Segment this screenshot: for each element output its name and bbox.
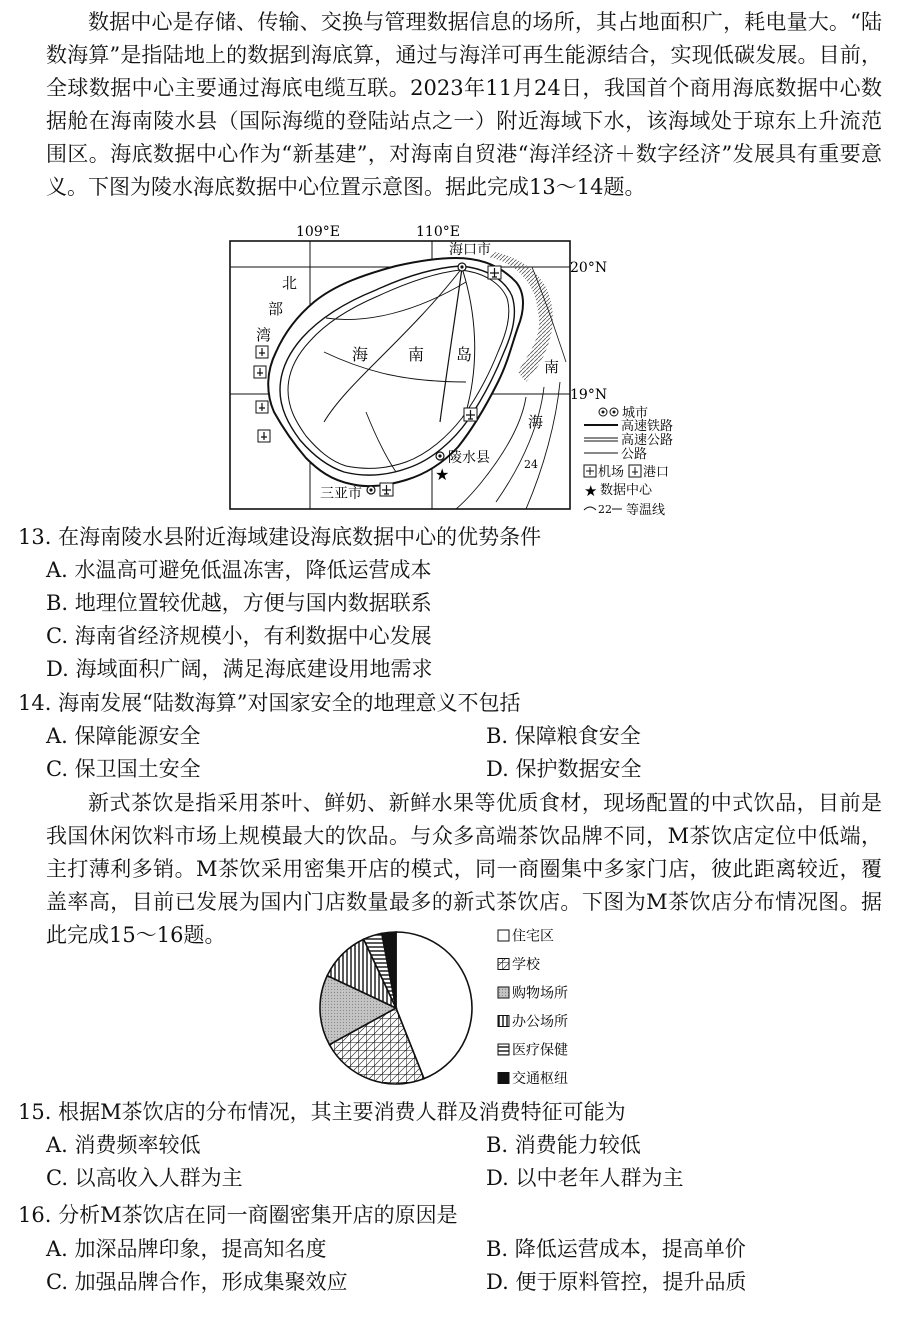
island-char: 海 bbox=[352, 345, 369, 364]
legend-label-shopping: 购物场所 bbox=[512, 985, 568, 1002]
q13-option-c[interactable]: C. 海南省经济规模小，有利数据中心发展 bbox=[46, 624, 432, 648]
legend-label-medical: 医疗保健 bbox=[512, 1042, 568, 1059]
legend-label-residential: 住宅区 bbox=[512, 928, 554, 945]
port-icon bbox=[256, 401, 268, 413]
hainan-map-figure bbox=[226, 222, 686, 520]
passage-tea-shop: 新式茶饮是指采用茶叶、鲜奶、新鲜水果等优质食材，现场配置的中式饮品，目前是我国休闲饮料市场上规模最大的饮品。与众多高端茶饮品牌不同，M茶饮店定位中低端，主打薄利多销。M茶饮采用密集开店的模式，同一商圈集中多家门店，彼此距离较近，覆盖率高，目前已发展为国内门店数量最多的新式茶饮店。下图为M茶饮店分布情况图。据此完成15～16题。 bbox=[46, 791, 882, 947]
south-sea-char: 海 bbox=[528, 413, 544, 431]
q16-option-b[interactable]: B. 降低运营成本，提高单价 bbox=[486, 1237, 746, 1261]
lingshui-label: 陵水县 bbox=[448, 450, 490, 466]
legend-port-icon bbox=[629, 465, 641, 477]
sanya-label: 三亚市 bbox=[320, 486, 362, 502]
q13-stem: 13. 在海南陵水县附近海域建设海底数据中心的优势条件 bbox=[18, 525, 542, 549]
beibu-char: 湾 bbox=[256, 326, 272, 344]
q16-option-a[interactable]: A. 加深品牌印象，提高知名度 bbox=[46, 1237, 327, 1261]
hainan-map bbox=[226, 222, 686, 520]
legend-label-office: 办公场所 bbox=[512, 1014, 568, 1030]
legend-label-school: 学校 bbox=[512, 957, 540, 973]
legend-road: 公路 bbox=[621, 447, 648, 462]
q13-option-a[interactable]: A. 水温高可避免低温冻害，降低运营成本 bbox=[46, 558, 432, 582]
lon-109-label: 109°E bbox=[296, 224, 340, 240]
port-icon bbox=[258, 430, 270, 442]
q15-option-c[interactable]: C. 以高收入人群为主 bbox=[46, 1166, 243, 1190]
airport-icon bbox=[488, 266, 501, 279]
q16-stem: 16. 分析M茶饮店在同一商圈密集开店的原因是 bbox=[18, 1203, 458, 1227]
q14-option-b[interactable]: B. 保障粮食安全 bbox=[486, 724, 641, 748]
legend-label-transport: 交通枢纽 bbox=[512, 1071, 568, 1087]
map-legend bbox=[584, 406, 673, 518]
legend-swatch-shopping bbox=[498, 987, 509, 998]
beibu-char: 北 bbox=[282, 274, 298, 292]
legend-swatch-residential bbox=[498, 930, 509, 941]
beibu-char: 部 bbox=[268, 300, 284, 318]
south-sea-char: 南 bbox=[544, 358, 560, 376]
legend-port: 港口 bbox=[643, 465, 670, 480]
legend-star-icon: ★ bbox=[584, 482, 598, 500]
legend-datacenter: 数据中心 bbox=[600, 483, 653, 498]
city-icon bbox=[367, 486, 375, 494]
legend-airport: 机场 bbox=[598, 465, 625, 480]
q16-option-d[interactable]: D. 便于原料管控，提升品质 bbox=[486, 1270, 747, 1294]
lon-110-label: 110°E bbox=[416, 224, 460, 240]
legend-city: 城市 bbox=[622, 406, 649, 421]
shop-distribution-pie-chart bbox=[318, 922, 618, 1094]
q14-stem: 14. 海南发展“陆数海算”对国家安全的地理意义不包括 bbox=[18, 691, 521, 715]
datacenter-star-icon: ★ bbox=[435, 465, 450, 484]
legend-isotherm: 等温线 bbox=[626, 503, 666, 518]
island-char: 岛 bbox=[456, 345, 473, 364]
q15-option-b[interactable]: B. 消费能力较低 bbox=[486, 1133, 641, 1157]
legend-isotherm-value: 22 bbox=[598, 503, 612, 516]
q14-option-d[interactable]: D. 保护数据安全 bbox=[486, 757, 642, 781]
airport-icon bbox=[464, 408, 477, 421]
city-icon bbox=[458, 263, 466, 271]
passage-data-center: 数据中心是存储、传输、交换与管理数据信息的场所，其占地面积广，耗电量大。“陆数海算”是指陆地上的数据到海底算，通过与海洋可再生能源结合，实现低碳发展。目前，全球数据中心主要通过海底电缆互联。2023年11月24日，我国首个商用海底数据中心数据舱在海南陵水县（国际海缆的登陆站点之一）附近海域下水，该海域处于琼东上升流范围区。海底数据中心作为“新基建”，对海南自贸港“海洋经济＋数字经济”发展具有重要意义。下图为陵水海底数据中心位置示意图。据此完成13～14题。 bbox=[46, 10, 882, 199]
lat-19-label: 19°N bbox=[570, 387, 608, 403]
port-icon bbox=[256, 346, 268, 358]
legend-swatch-school bbox=[498, 959, 509, 970]
legend-rail: 高速铁路 bbox=[621, 419, 674, 434]
city-icon bbox=[436, 452, 444, 460]
legend-swatch-transport bbox=[498, 1073, 509, 1084]
legend-highway: 高速公路 bbox=[621, 433, 674, 448]
island-char: 南 bbox=[408, 345, 425, 364]
haikou-label: 海口市 bbox=[449, 242, 491, 258]
legend-city-icon bbox=[599, 408, 618, 416]
q14-option-c[interactable]: C. 保卫国土安全 bbox=[46, 757, 201, 781]
pie-chart-figure bbox=[318, 922, 618, 1094]
q13-option-d[interactable]: D. 海域面积广阔，满足海底建设用地需求 bbox=[46, 657, 433, 681]
legend-swatch-medical bbox=[498, 1044, 509, 1055]
legend-airport-icon bbox=[584, 465, 596, 477]
port-icon bbox=[254, 366, 266, 378]
q16-option-c[interactable]: C. 加强品牌合作，形成集聚效应 bbox=[46, 1270, 348, 1294]
isotherm-value: 24 bbox=[524, 458, 538, 471]
lat-20-label: 20°N bbox=[570, 260, 608, 276]
airport-icon bbox=[380, 483, 393, 496]
q13-option-b[interactable]: B. 地理位置较优越，方便与国内数据联系 bbox=[46, 591, 432, 615]
q15-stem: 15. 根据M茶饮店的分布情况，其主要消费人群及消费特征可能为 bbox=[18, 1100, 626, 1124]
legend-isotherm-symbol bbox=[584, 507, 596, 510]
legend-swatch-office bbox=[498, 1016, 509, 1027]
q15-option-a[interactable]: A. 消费频率较低 bbox=[46, 1133, 201, 1157]
q14-option-a[interactable]: A. 保障能源安全 bbox=[46, 724, 201, 748]
q15-option-d[interactable]: D. 以中老年人群为主 bbox=[486, 1166, 684, 1190]
